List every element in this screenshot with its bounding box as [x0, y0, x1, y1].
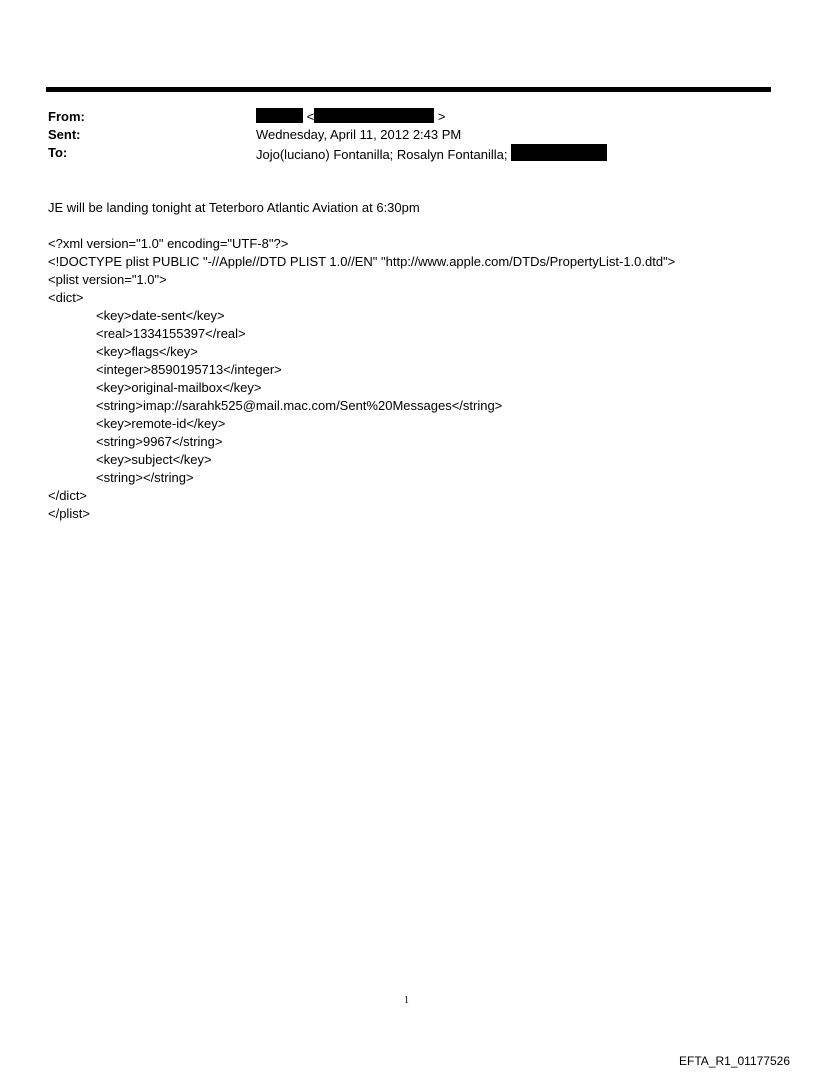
sent-value: Wednesday, April 11, 2012 2:43 PM	[256, 127, 462, 142]
from-open-bracket: <	[306, 109, 315, 124]
page-number: 1	[404, 995, 409, 1006]
dict-close-tag: </dict>	[48, 488, 88, 503]
from-value	[256, 108, 445, 126]
dict-open-tag: <dict>	[48, 290, 84, 305]
message-body: JE will be landing tonight at Teterboro Atlantic Aviation at 6:30pm	[48, 200, 420, 215]
header-divider-rule	[46, 87, 771, 92]
plist-entry: <key>flags</key>	[96, 344, 198, 359]
to-recipients: Jojo(luciano) Fontanilla; Rosalyn Fontanilla;	[256, 147, 508, 162]
from-label: From:	[48, 109, 85, 124]
plist-doctype: <!DOCTYPE plist PUBLIC "-//Apple//DTD PLIST 1.0//EN" "http://www.apple.com/DTDs/PropertyList-1.0.dtd">	[48, 254, 676, 269]
plist-entry: <real>1334155397</real>	[96, 326, 246, 341]
to-value	[256, 144, 607, 164]
redaction-block	[256, 108, 303, 123]
bates-number: EFTA_R1_01177526	[679, 1054, 790, 1068]
plist-entry: <key>remote-id</key>	[96, 416, 226, 431]
plist-entry: <string>imap://sarahk525@mail.mac.com/Sent%20Messages</string>	[96, 398, 503, 413]
plist-open-tag: <plist version="1.0">	[48, 272, 167, 287]
redaction-block	[511, 144, 607, 161]
plist-xml-declaration: <?xml version="1.0" encoding="UTF-8"?>	[48, 236, 289, 251]
plist-entry: <key>date-sent</key>	[96, 308, 225, 323]
plist-entry: <integer>8590195713</integer>	[96, 362, 282, 377]
plist-entry: <string>9967</string>	[96, 434, 223, 449]
plist-entry: <string></string>	[96, 470, 194, 485]
sent-label: Sent:	[48, 127, 81, 142]
plist-entry: <key>original-mailbox</key>	[96, 380, 262, 395]
redaction-block	[314, 108, 434, 123]
plist-entry: <key>subject</key>	[96, 452, 212, 467]
to-label: To:	[48, 145, 68, 160]
from-close-bracket: >	[437, 109, 446, 124]
plist-close-tag: </plist>	[48, 506, 90, 521]
